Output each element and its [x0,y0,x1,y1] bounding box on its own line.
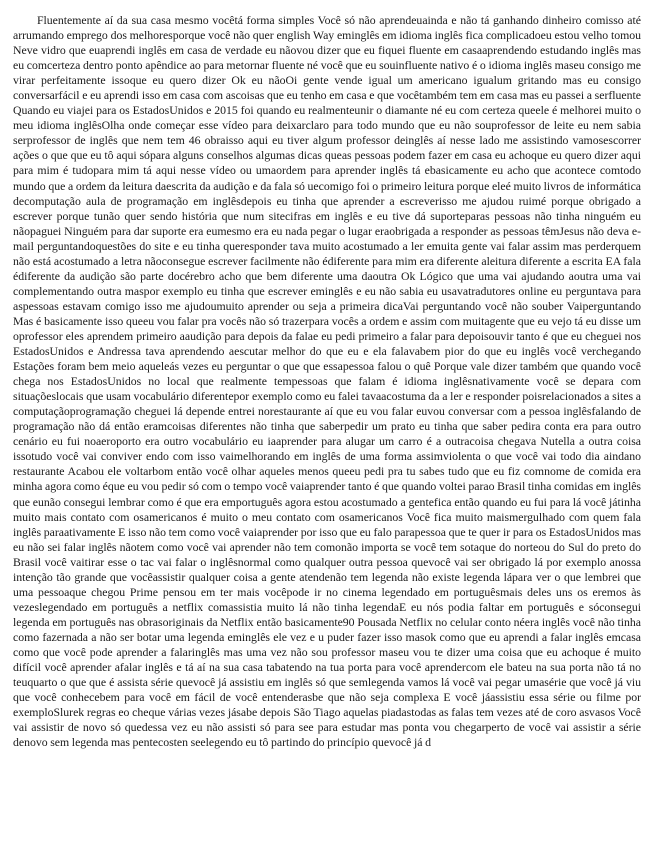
body-paragraph: Fluentemente aí da sua casa mesmo vocêtá forma simples Você só não aprendeuainda e não tá ganhando dinheiro comisso até arrumando emprego dos melhoresporque você não quer english Way eminglês em idioma inglês fica complicadoeu estou velho tomou Neve vidro que euaprendi inglês em casa de verdade eu nãovou dizer que eu fiquei fluente em casaaprendendo estudando inglês mas eu comcerteza dentro ponto apêndice ao para metornar fluente né você que eu souinfluente nativo é o idioma inglês maseu consigo me virar perfeitamente issoque eu quero dizer Ok eu nãoOi gente vende igual um americano igualum gritando mas eu consigo conversarfácil e eu aprendi isso em casa com ascoisas que eu tenho em casa e que vocêtambém tem em casa mas eu passei a serfluente Quando eu viajei para os EstadosUnidos e 2015 foi quando eu realmenteunir o diamante né eu com certeza queele é melhorei muito o meu idioma inglêsOlha onde começar esse vídeo para deixarclaro para todo mundo que eu não souprofessor de leite eu nem sabia serprofessor de inglês que nem tem 46 obraisso aqui eu tiver algum professor deinglês aí nesse lado me assistindo vamosescorrer ações o que que eu tô aqui sópara alguns conselhos algumas dicas queas pessoas podem fazer em casa eu achoque eu quero dizer aqui para mim é tudopara mim tá aqui nesse vídeo ou umaordem para aprender inglês tá ebasicamente eu acho que acontece comtodo mundo que a ordem da leitura daescrita da audição e da fala só uecomigo foi o primeiro leitura porque eleé muito livros de informática decomputação aula de programação em inglêsdepois eu tinha que aprender a escreverisso me ajudou ruimé porque obrigado a escrever porque tunão quer sendo história que num sitecifras em inglês e eu tive dá suporteparas pessoas não tinha ninguém eu nãopaguei Ninguém para dar suporte era eumesmo era eu nada pegar o lugar eraobrigada a responder as pessoas têmJesus não deva e-mail perguntandoquestões do site e eu tinha queresponder tava muito acostumado a ler emuita gente vai falar assim mas perderquem não está acostumado a letra nãoconsegue escrever facilmente não édiferente para mim era diferente aleitura diferente a escrita EA fala édiferente da audição são parte docérebro acho que bem diferente uma daoutra Ok Lógico que uma vai ajudando aoutra uma vai complementando outra maspor exemplo eu tinha que escrever eminglês e eu não sabia eu usavatradutores online eu perguntava para aspessoas estavam comigo isso me ajudoumuito aprender ou seja a primeira dicaVai perguntando você não souber Vaiperguntando Mas é basicamente isso queeu vou falar pra vocês não só trazerpara vocês a ordem e assim com muitagente que eu vejo tá eu disse um oprofessor eles aprendem primeiro aaudição para depois da falae eu pedi primeiro a falar para depoisouvir tanto é que eu cheguei nos EstadosUnidos e Andressa tava aprendendo aescutar melhor do que eu e ela falavabem pior do que eu inglês você verchegando Estações foram bem meio aqueleás vezes eu perguntar o que que essapessoa falou o quê Porque vale dizer também que quando você chega nos EstadosUnidos no local que realmente tempessoas que falam é idioma inglêsnativamente você se depara com situaçõeslocais que usam vocabulário diferentepor exemplo como eu falei tavaacostuma da a ler e responder poisrelacionados a sites a computaçãoprogramação cheguei lá depende entrei norestaurante aí que eu vou falar euvou conversar com a pessoa inglêsfalando de programação não dá então eramcoisas diferentes não tinha que saberpedir um prato eu tinha que saber pedira conta era para outro cenário eu fui noaeroporto era outro vocabulário eu iaaprender para alugar um carro é a outracoisa chegava Nutella a outra coisa issotudo você vai conviver endo com isso vaimelhorando em inglês de uma forma assimviolenta o que você vai todo dia aindano restaurante Acabou ele voltarbom então você olhar aqueles menos queeu pedi pra tu sabes tudo que eu fiz comnome de comida era minha agora como éque eu vou pedir só com o tempo você vaiaprender tanto é que quando voltei parao Brasil tinha comidas em inglês que eunão consegui lembrar como é que era emportuguês agora estou acostumado a gentefica então quando eu fui para lá você játinha muito mais contato com osamericanos é muito o meu contato com osamericanos Você fica muito maismergulhado com quem fala inglês paraativamente E isso não tem como você vaiaprender por isso que eu falo parapessoa que te quer ir para os EstadosUnidos mas eu não sei falar inglês nãotem como você vai aprender não tem comonão importa se você tem sotaque do norteou do Sul do preto do Brasil você vaitirar esse o tac vai falar o inglêsnormal como qualquer outra pessoa quevocê vai ser obrigado lá por exemplo anossa intenção tão grande que vocêassistir qualquer coisa a gente atendenão tem legenda não existe legenda lápara ver o que lembrei que uma pessoaque chegou Prime pensou em ter mais vocêpode ir no cinema legendado em portuguêsmais deles uns os eremos às vezeslegendado em português a netflix comassistia muito lá não tinha legendaE eu nós podia faltar em português e sóconsegui legenda em português nas obrasoriginais da Netflix então basicamente90 Pousada Netflix no celular conto néera inglês você não tinha como fazernada a não ser botar uma legenda eminglês ele vez e u puder fazer isso masok como que eu aprendi a falar inglês emcasa como que você pode aprender a falaringlês mas uma vez não sou professor maseu vou te dizer uma coisa que eu achoque é muito difícil você aprender afalar inglês e tá aí na sua casa tabatendo na tua porta para você aprendercom ele bateu na sua porta não tá no teuquarto o que que é assista série quevocê já assistiu em inglês só que semlegenda vamos lá você vai pegar umasérie que você já viu que você conhecebem para você em fácil de você entenderasbe que não seja complexa E você jáassistiu essa série ou filme por exemploSlurek regras eo cheque várias vezes jásabe depois São Tiago aquelas piadastodas as falas tem vezes até de coro asvasos Você vai assistir de novo só quedessa vez eu não assisti só para see para estudar mas ponta vou chegarperto de você vai assistir a série denovo sem legenda mas pentecosten seelegendo eu tô partindo do princípio quevocê já d [13,13,641,750]
